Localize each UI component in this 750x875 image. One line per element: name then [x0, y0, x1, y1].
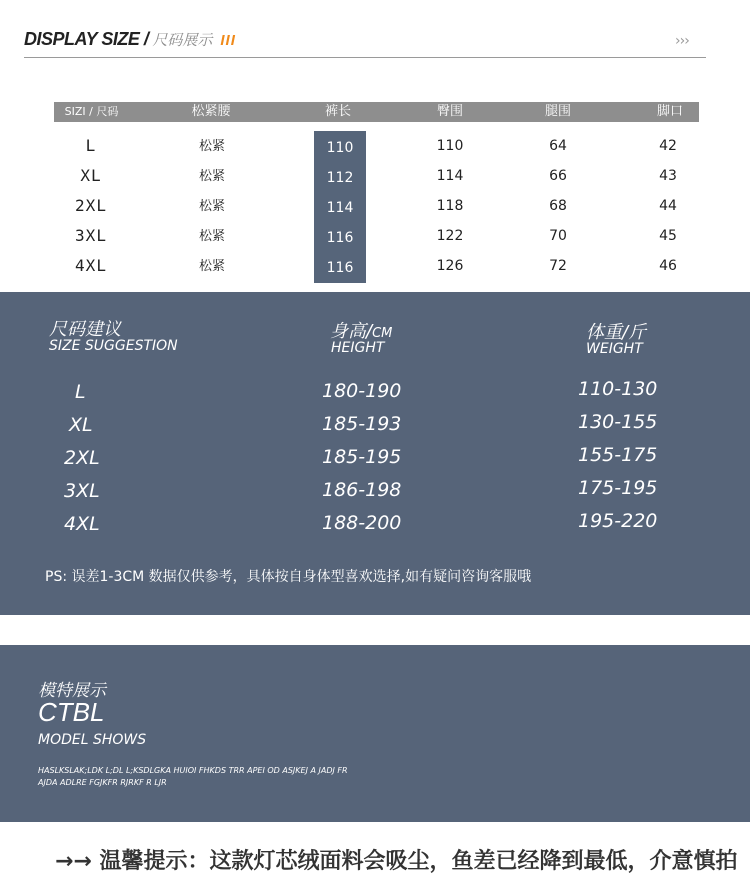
- table-cell-waist: 松紧: [198, 229, 225, 244]
- height-header-en: HEIGHT: [331, 340, 385, 356]
- col-header-length: 裤长: [324, 104, 351, 119]
- model-show-section: [0, 645, 750, 822]
- table-cell-size: XL: [80, 166, 102, 185]
- suggestion-size: 4XL: [64, 513, 100, 535]
- suggestion-title-cn: 尺码建议: [49, 319, 121, 340]
- suggestion-size: 2XL: [64, 447, 100, 469]
- model-title-cn: 模特展示: [38, 681, 106, 701]
- table-cell-thigh: 68: [549, 198, 567, 214]
- size-suggestion-section: [0, 292, 750, 615]
- model-title-en: MODEL SHOWS: [38, 732, 147, 748]
- table-cell-size: 3XL: [75, 226, 107, 245]
- col-header-thigh: 腿围: [544, 104, 571, 119]
- table-cell-hip: 110: [436, 138, 464, 154]
- col-header-size: SIZI / 尺码: [64, 105, 119, 118]
- table-cell-thigh: 70: [549, 228, 567, 244]
- suggestion-height: 185-193: [322, 413, 402, 435]
- suggestion-height: 188-200: [322, 512, 402, 534]
- accent-bars: III: [220, 32, 236, 49]
- suggestion-size: 3XL: [64, 480, 100, 502]
- size-table-header: [54, 102, 699, 122]
- suggestion-weight: 110-130: [578, 378, 658, 400]
- table-cell-hip: 118: [436, 198, 464, 214]
- height-header-cn-text: 身高/: [330, 321, 373, 342]
- table-cell-length: 110: [326, 140, 354, 156]
- suggestion-weight: 175-195: [578, 477, 658, 499]
- table-cell-thigh: 66: [549, 168, 567, 184]
- section-title-en: DISPLAY SIZE /: [24, 29, 149, 49]
- table-cell-waist: 松紧: [198, 259, 225, 274]
- table-cell-hem: 42: [659, 138, 677, 154]
- col-header-hem: 脚口: [656, 104, 683, 119]
- weight-header-cn: 体重/斤: [586, 322, 647, 343]
- height-unit: CM: [372, 326, 393, 341]
- section-title-cn: 尺码展示: [152, 32, 213, 49]
- table-cell-hem: 44: [659, 198, 677, 214]
- table-cell-size: 4XL: [75, 256, 107, 275]
- ps-note: PS: 误差1-3CM 数据仅供参考，具体按自身体型喜欢选择,如有疑问咨询客服哦: [45, 569, 532, 585]
- table-cell-length: 116: [326, 260, 354, 276]
- table-cell-hip: 122: [436, 228, 464, 244]
- model-small-text: HASLKSLAK;LDK L;DL L;KSDLGKA HUIOI FHKDS TRR APEI OD ASJKEJ A JADJ FR: [38, 766, 348, 775]
- suggestion-weight: 130-155: [578, 411, 658, 433]
- suggestion-height: 180-190: [322, 380, 402, 402]
- table-cell-hip: 126: [436, 258, 464, 274]
- table-cell-hem: 45: [659, 228, 677, 244]
- table-cell-hip: 114: [436, 168, 464, 184]
- table-cell-size: L: [85, 136, 97, 155]
- table-cell-hem: 46: [659, 258, 677, 274]
- table-cell-length: 114: [326, 200, 354, 216]
- header-divider: [24, 57, 706, 58]
- col-header-waist: 松紧腰: [191, 104, 231, 119]
- table-cell-thigh: 72: [549, 258, 567, 274]
- suggestion-height: 185-195: [322, 446, 402, 468]
- table-cell-waist: 松紧: [198, 139, 225, 154]
- suggestion-height: 186-198: [322, 479, 402, 501]
- table-cell-thigh: 64: [549, 138, 567, 154]
- suggestion-title-en: SIZE SUGGESTION: [49, 338, 178, 354]
- section-gap: [0, 615, 750, 645]
- table-cell-length: 112: [326, 170, 354, 186]
- suggestion-size: L: [75, 381, 86, 403]
- brand-name: CTBL: [38, 697, 105, 727]
- table-cell-waist: 松紧: [198, 169, 225, 184]
- table-cell-size: 2XL: [75, 196, 107, 215]
- weight-header-en: WEIGHT: [586, 341, 643, 357]
- model-small-text: AJDA ADLRE FGJKFR RJRKF R LJR: [38, 778, 167, 787]
- suggestion-weight: 155-175: [578, 444, 658, 466]
- table-cell-waist: 松紧: [198, 199, 225, 214]
- section-title: [24, 29, 236, 50]
- suggestion-weight: 195-220: [578, 510, 658, 532]
- table-cell-length: 116: [326, 230, 354, 246]
- warm-notice: →→ 温馨提示：这款灯芯绒面料会吸尘，鱼差已经降到最低，介意慎拍: [55, 849, 738, 874]
- col-header-hip: 臀围: [436, 104, 463, 119]
- more-arrows-icon[interactable]: ›››: [675, 33, 689, 49]
- suggestion-size: XL: [69, 414, 93, 436]
- table-cell-hem: 43: [659, 168, 677, 184]
